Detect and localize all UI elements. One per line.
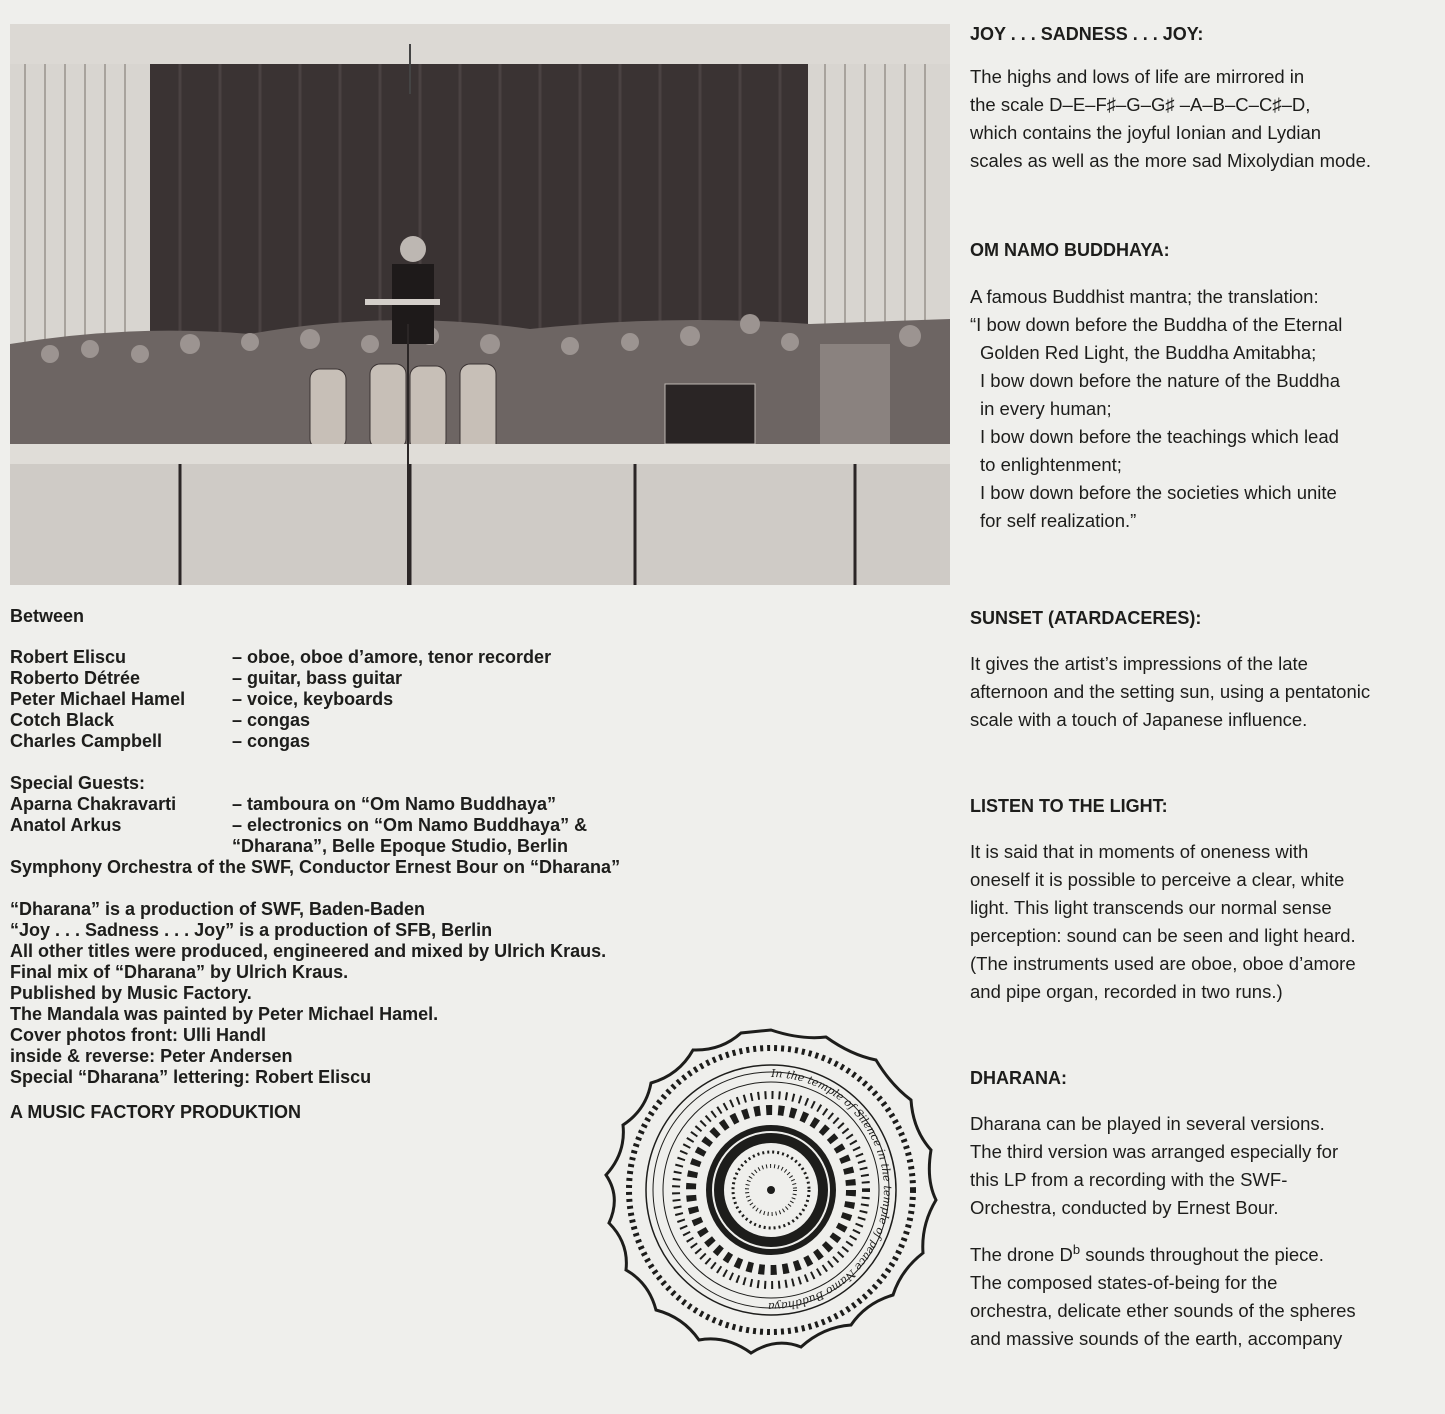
- om-line: I bow down before the societies which unite: [980, 482, 1337, 503]
- performer-role: – voice, keyboards: [232, 689, 394, 709]
- dharana-line: The composed states-of-being for the: [970, 1272, 1278, 1293]
- joy-line: scales as well as the more sad Mixolydian mode.: [970, 150, 1372, 171]
- guest-name: Anatol Arkus: [10, 815, 122, 835]
- production-line: The Mandala was painted by Peter Michael Hamel.: [10, 1004, 439, 1024]
- listen-section: [970, 794, 1430, 1006]
- dharana-drone-line: [970, 1236, 1430, 1269]
- guest-role: “Dharana”, Belle Epoque Studio, Berlin: [232, 836, 569, 856]
- production-line: Special “Dharana” lettering: Robert Eliscu: [10, 1067, 372, 1087]
- guest-name: Aparna Chakravarti: [10, 794, 177, 814]
- performer-name: Robert Eliscu: [10, 647, 127, 667]
- joy-title: JOY . . . SADNESS . . . JOY:: [970, 24, 1204, 44]
- production-line: Cover photos front: Ulli Handl: [10, 1025, 266, 1045]
- dharana-line: this LP from a recording with the SWF-: [970, 1169, 1288, 1190]
- listen-line: light. This light transcends our normal sense: [970, 897, 1332, 918]
- dharana-line: orchestra, delicate ether sounds of the spheres: [970, 1300, 1356, 1321]
- listen-line: (The instruments used are oboe, oboe d’amore: [970, 953, 1356, 974]
- orchestra-stage-photo: [10, 24, 950, 585]
- guest-role: – tamboura on “Om Namo Buddhaya”: [232, 794, 557, 814]
- performers-list: [10, 647, 710, 752]
- sunset-line: afternoon and the setting sun, using a pentatonic: [970, 681, 1371, 702]
- performer-role: – oboe, oboe d’amore, tenor recorder: [232, 647, 552, 667]
- om-line: to enlightenment;: [980, 454, 1122, 475]
- om-line: for self realization.”: [980, 510, 1137, 531]
- om-line: I bow down before the nature of the Buddha: [980, 370, 1340, 391]
- sunset-line: scale with a touch of Japanese influence.: [970, 709, 1308, 730]
- guest-name: [10, 836, 232, 857]
- between-label: Between: [10, 606, 85, 626]
- dharana-line: Orchestra, conducted by Ernest Bour.: [970, 1197, 1279, 1218]
- om-line: I bow down before the teachings which lead: [980, 426, 1339, 447]
- dharana-line: The third version was arranged especially for: [970, 1141, 1339, 1162]
- joy-line: which contains the joyful Ionian and Lydian: [970, 122, 1322, 143]
- production-line: inside & reverse: Peter Andersen: [10, 1046, 293, 1066]
- flat-sign: b: [1072, 1242, 1081, 1257]
- sunset-line: It gives the artist’s impressions of the late: [970, 653, 1308, 674]
- orchestra-line: Symphony Orchestra of the SWF, Conductor Ernest Bour on “Dharana”: [10, 857, 621, 877]
- sunset-section: [970, 606, 1430, 734]
- performer-name: Cotch Black: [10, 710, 115, 730]
- production-line: All other titles were produced, engineered and mixed by Ulrich Kraus.: [10, 941, 607, 961]
- listen-title: LISTEN TO THE LIGHT:: [970, 796, 1168, 816]
- performer-role: – congas: [232, 731, 311, 751]
- production-line: Published by Music Factory.: [10, 983, 252, 1003]
- guests-list: [10, 794, 710, 857]
- produktion-label: A MUSIC FACTORY PRODUKTION: [10, 1102, 302, 1122]
- joy-section: [970, 22, 1430, 175]
- production-line: Final mix of “Dharana” by Ulrich Kraus.: [10, 962, 349, 982]
- om-line: in every human;: [980, 398, 1112, 419]
- dharana-section: [970, 1066, 1430, 1353]
- listen-line: oneself it is possible to perceive a clear, white: [970, 869, 1345, 890]
- listen-line: perception: sound can be seen and light heard.: [970, 925, 1356, 946]
- om-title: OM NAMO BUDDHAYA:: [970, 240, 1170, 260]
- performer-role: – congas: [232, 710, 311, 730]
- performer-name: Roberto Détrée: [10, 668, 141, 688]
- listen-line: It is said that in moments of oneness with: [970, 841, 1309, 862]
- listen-line: and pipe organ, recorded in two runs.): [970, 981, 1283, 1002]
- performer-name: Peter Michael Hamel: [10, 689, 186, 709]
- om-line: “I bow down before the Buddha of the Eternal: [970, 314, 1343, 335]
- guest-role: – electronics on “Om Namo Buddhaya” &: [232, 815, 588, 835]
- om-line: Golden Red Light, the Buddha Amitabha;: [980, 342, 1317, 363]
- special-guests-label: Special Guests:: [10, 773, 146, 793]
- production-line: “Dharana” is a production of SWF, Baden-Baden: [10, 899, 426, 919]
- dharana-line: Dharana can be played in several versions.: [970, 1113, 1325, 1134]
- om-section: [970, 238, 1430, 535]
- drone-prefix: The drone D: [970, 1244, 1073, 1265]
- drone-suffix: sounds throughout the piece.: [1080, 1244, 1324, 1265]
- sunset-title: SUNSET (ATARDACERES):: [970, 608, 1202, 628]
- performer-role: – guitar, bass guitar: [232, 668, 403, 688]
- mandala-illustration: [601, 1025, 941, 1360]
- joy-line: the scale D–E–F♯–G–G♯ –A–B–C–C♯–D,: [970, 94, 1311, 115]
- dharana-line: and massive sounds of the earth, accompany: [970, 1328, 1343, 1349]
- performer-name: Charles Campbell: [10, 731, 163, 751]
- om-line: A famous Buddhist mantra; the translation:: [970, 286, 1319, 307]
- mandala-ring-text: In the temple of Silence in the temple of peace Namo Buddhaya: [767, 1066, 894, 1314]
- dharana-title: DHARANA:: [970, 1068, 1067, 1088]
- production-line: “Joy . . . Sadness . . . Joy” is a production of SFB, Berlin: [10, 920, 493, 940]
- joy-line: The highs and lows of life are mirrored in: [970, 66, 1305, 87]
